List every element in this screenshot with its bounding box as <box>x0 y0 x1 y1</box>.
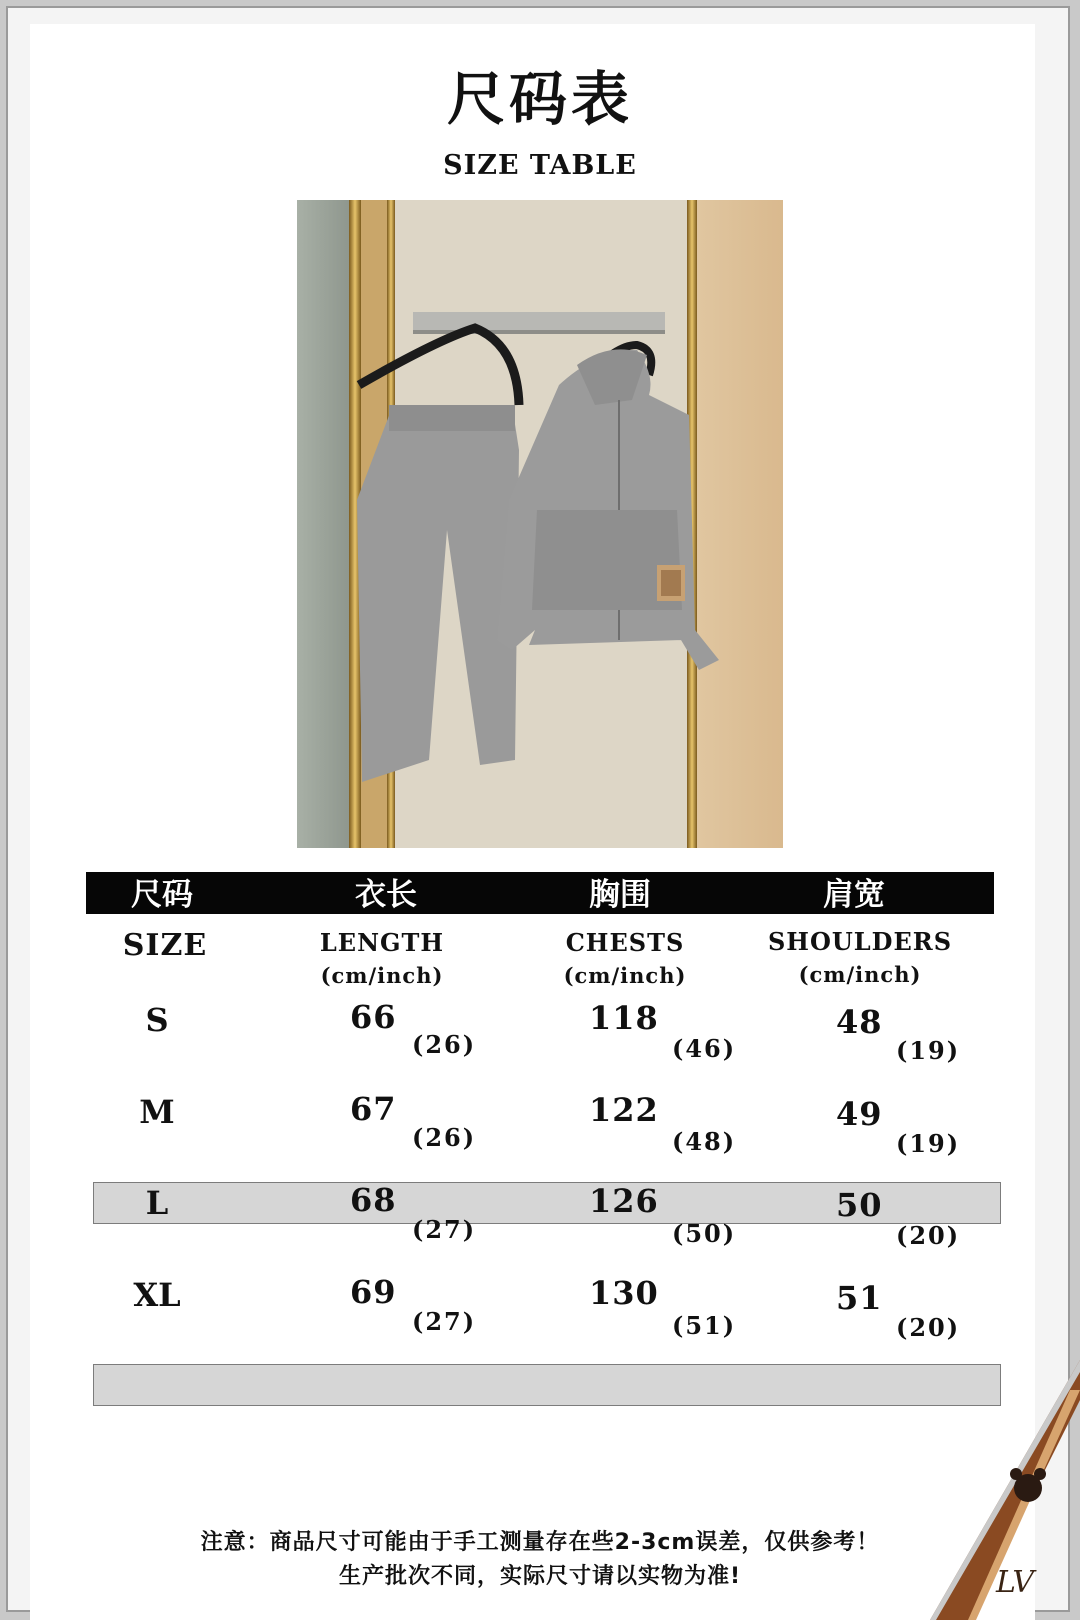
blank-band <box>93 1364 1001 1406</box>
header-length: 衣长 <box>355 877 417 913</box>
shoulder-inch-l: (20) <box>896 1221 961 1250</box>
chest-inch-m: (48) <box>672 1127 737 1156</box>
shoulder-label: SHOULDERS <box>767 927 953 956</box>
note-line-2: 生产批次不同，实际尺寸请以实物为准! <box>338 1564 742 1589</box>
chest-inch-xl: (51) <box>672 1311 737 1340</box>
length-m: 67 <box>350 1090 397 1128</box>
strap-icon <box>930 1360 1080 1620</box>
chest-xl: 130 <box>589 1274 659 1312</box>
size-column-label: SIZE <box>122 928 208 963</box>
chest-label: CHESTS <box>565 928 685 957</box>
shoulder-subheader <box>750 927 970 987</box>
length-l: 68 <box>350 1181 397 1219</box>
shoulder-s: 48 <box>836 1003 883 1041</box>
header-chest: 胸围 <box>589 877 651 913</box>
chest-s: 118 <box>589 999 659 1037</box>
size-m: M <box>139 1093 175 1131</box>
page-title: 尺码表 <box>446 65 633 133</box>
shoulder-xl: 51 <box>836 1279 883 1317</box>
page-subtitle: SIZE TABLE <box>443 150 637 181</box>
header-shoulder: 肩宽 <box>823 877 885 913</box>
length-s: 66 <box>350 998 397 1036</box>
product-photo <box>297 200 783 848</box>
chest-l: 126 <box>589 1182 659 1220</box>
shoulder-inch-s: (19) <box>896 1036 961 1065</box>
chest-m: 122 <box>589 1091 659 1129</box>
product-illustration <box>297 200 783 848</box>
svg-text:LV: LV <box>996 1565 1035 1600</box>
header-size: 尺码 <box>131 877 193 913</box>
length-inch-m: (26) <box>412 1123 477 1152</box>
shoulder-l: 50 <box>836 1186 883 1224</box>
length-xl: 69 <box>350 1273 397 1311</box>
length-subheader <box>282 928 482 988</box>
decorative-strap <box>930 1360 1080 1620</box>
chest-inch-l: (50) <box>672 1219 737 1248</box>
chest-unit: (cm/inch) <box>563 963 687 988</box>
shoulder-m: 49 <box>836 1095 883 1133</box>
length-inch-s: (26) <box>412 1030 477 1059</box>
chest-subheader <box>525 928 725 988</box>
length-unit: (cm/inch) <box>320 963 444 988</box>
shoulder-inch-xl: (20) <box>896 1313 961 1342</box>
size-xl: XL <box>133 1276 181 1314</box>
length-inch-l: (27) <box>412 1215 477 1244</box>
length-inch-xl: (27) <box>412 1307 477 1336</box>
size-s: S <box>145 1001 169 1039</box>
length-label: LENGTH <box>319 928 445 957</box>
size-l: L <box>145 1184 169 1222</box>
note-line-1: 注意：商品尺寸可能由于手工测量存在些2-3cm误差，仅供参考！ <box>200 1530 880 1555</box>
shoulder-inch-m: (19) <box>896 1129 961 1158</box>
chest-inch-s: (46) <box>672 1034 737 1063</box>
shoulder-unit: (cm/inch) <box>798 962 922 987</box>
